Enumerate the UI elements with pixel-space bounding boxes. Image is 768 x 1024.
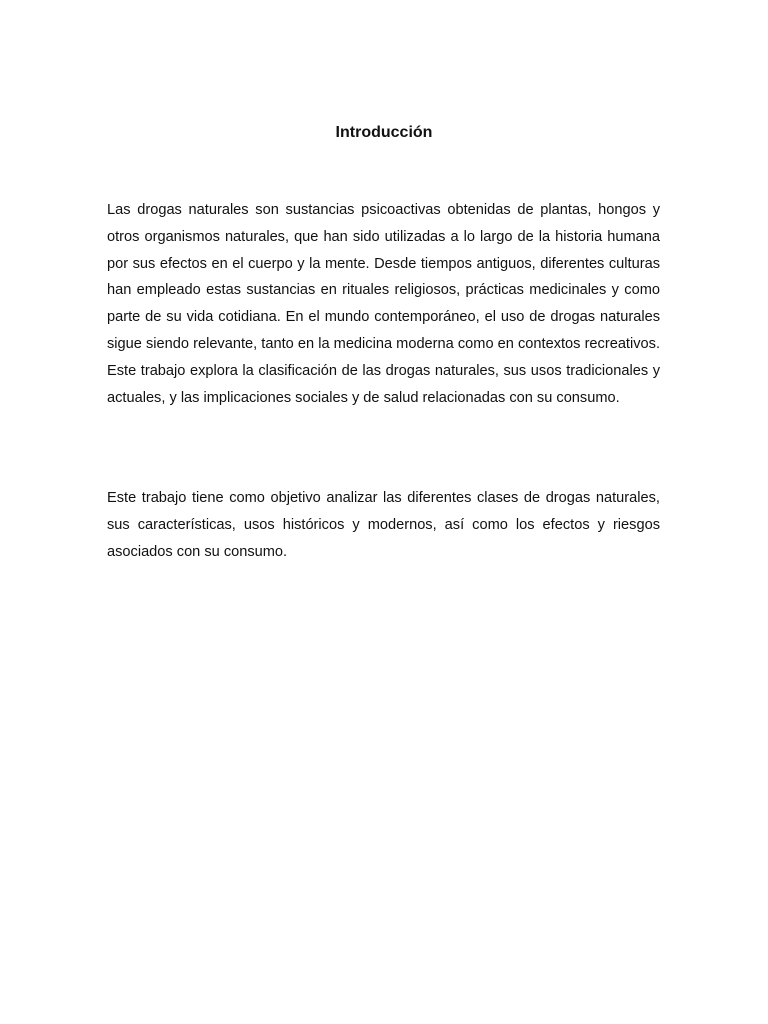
paragraph-introduction: Las drogas naturales son sustancias psicoactivas obtenidas de plantas, hongos y otros organismos naturales, que han sido utilizadas a lo largo de la historia humana por sus efectos en el cuerpo y la mente. Desde tiempos antiguos, diferentes culturas han empleado estas sustancias en rituales religiosos, prácticas medicinales y como parte de su vida cotidiana. En el mundo contemporáneo, el uso de drogas naturales sigue siendo relevante, tanto en la medicina moderna como en contextos recreativos. Este trabajo explora la clasificación de las drogas naturales, sus usos tradicionales y actuales, y las implicaciones sociales y de salud relacionadas con su consumo.	[107, 202, 660, 406]
paragraph-objective: Este trabajo tiene como objetivo analizar las diferentes clases de drogas naturales, sus características, usos históricos y modernos, así como los efectos y riesgos asociados con su consumo.	[107, 490, 660, 560]
page-title: Introducción	[335, 124, 433, 141]
